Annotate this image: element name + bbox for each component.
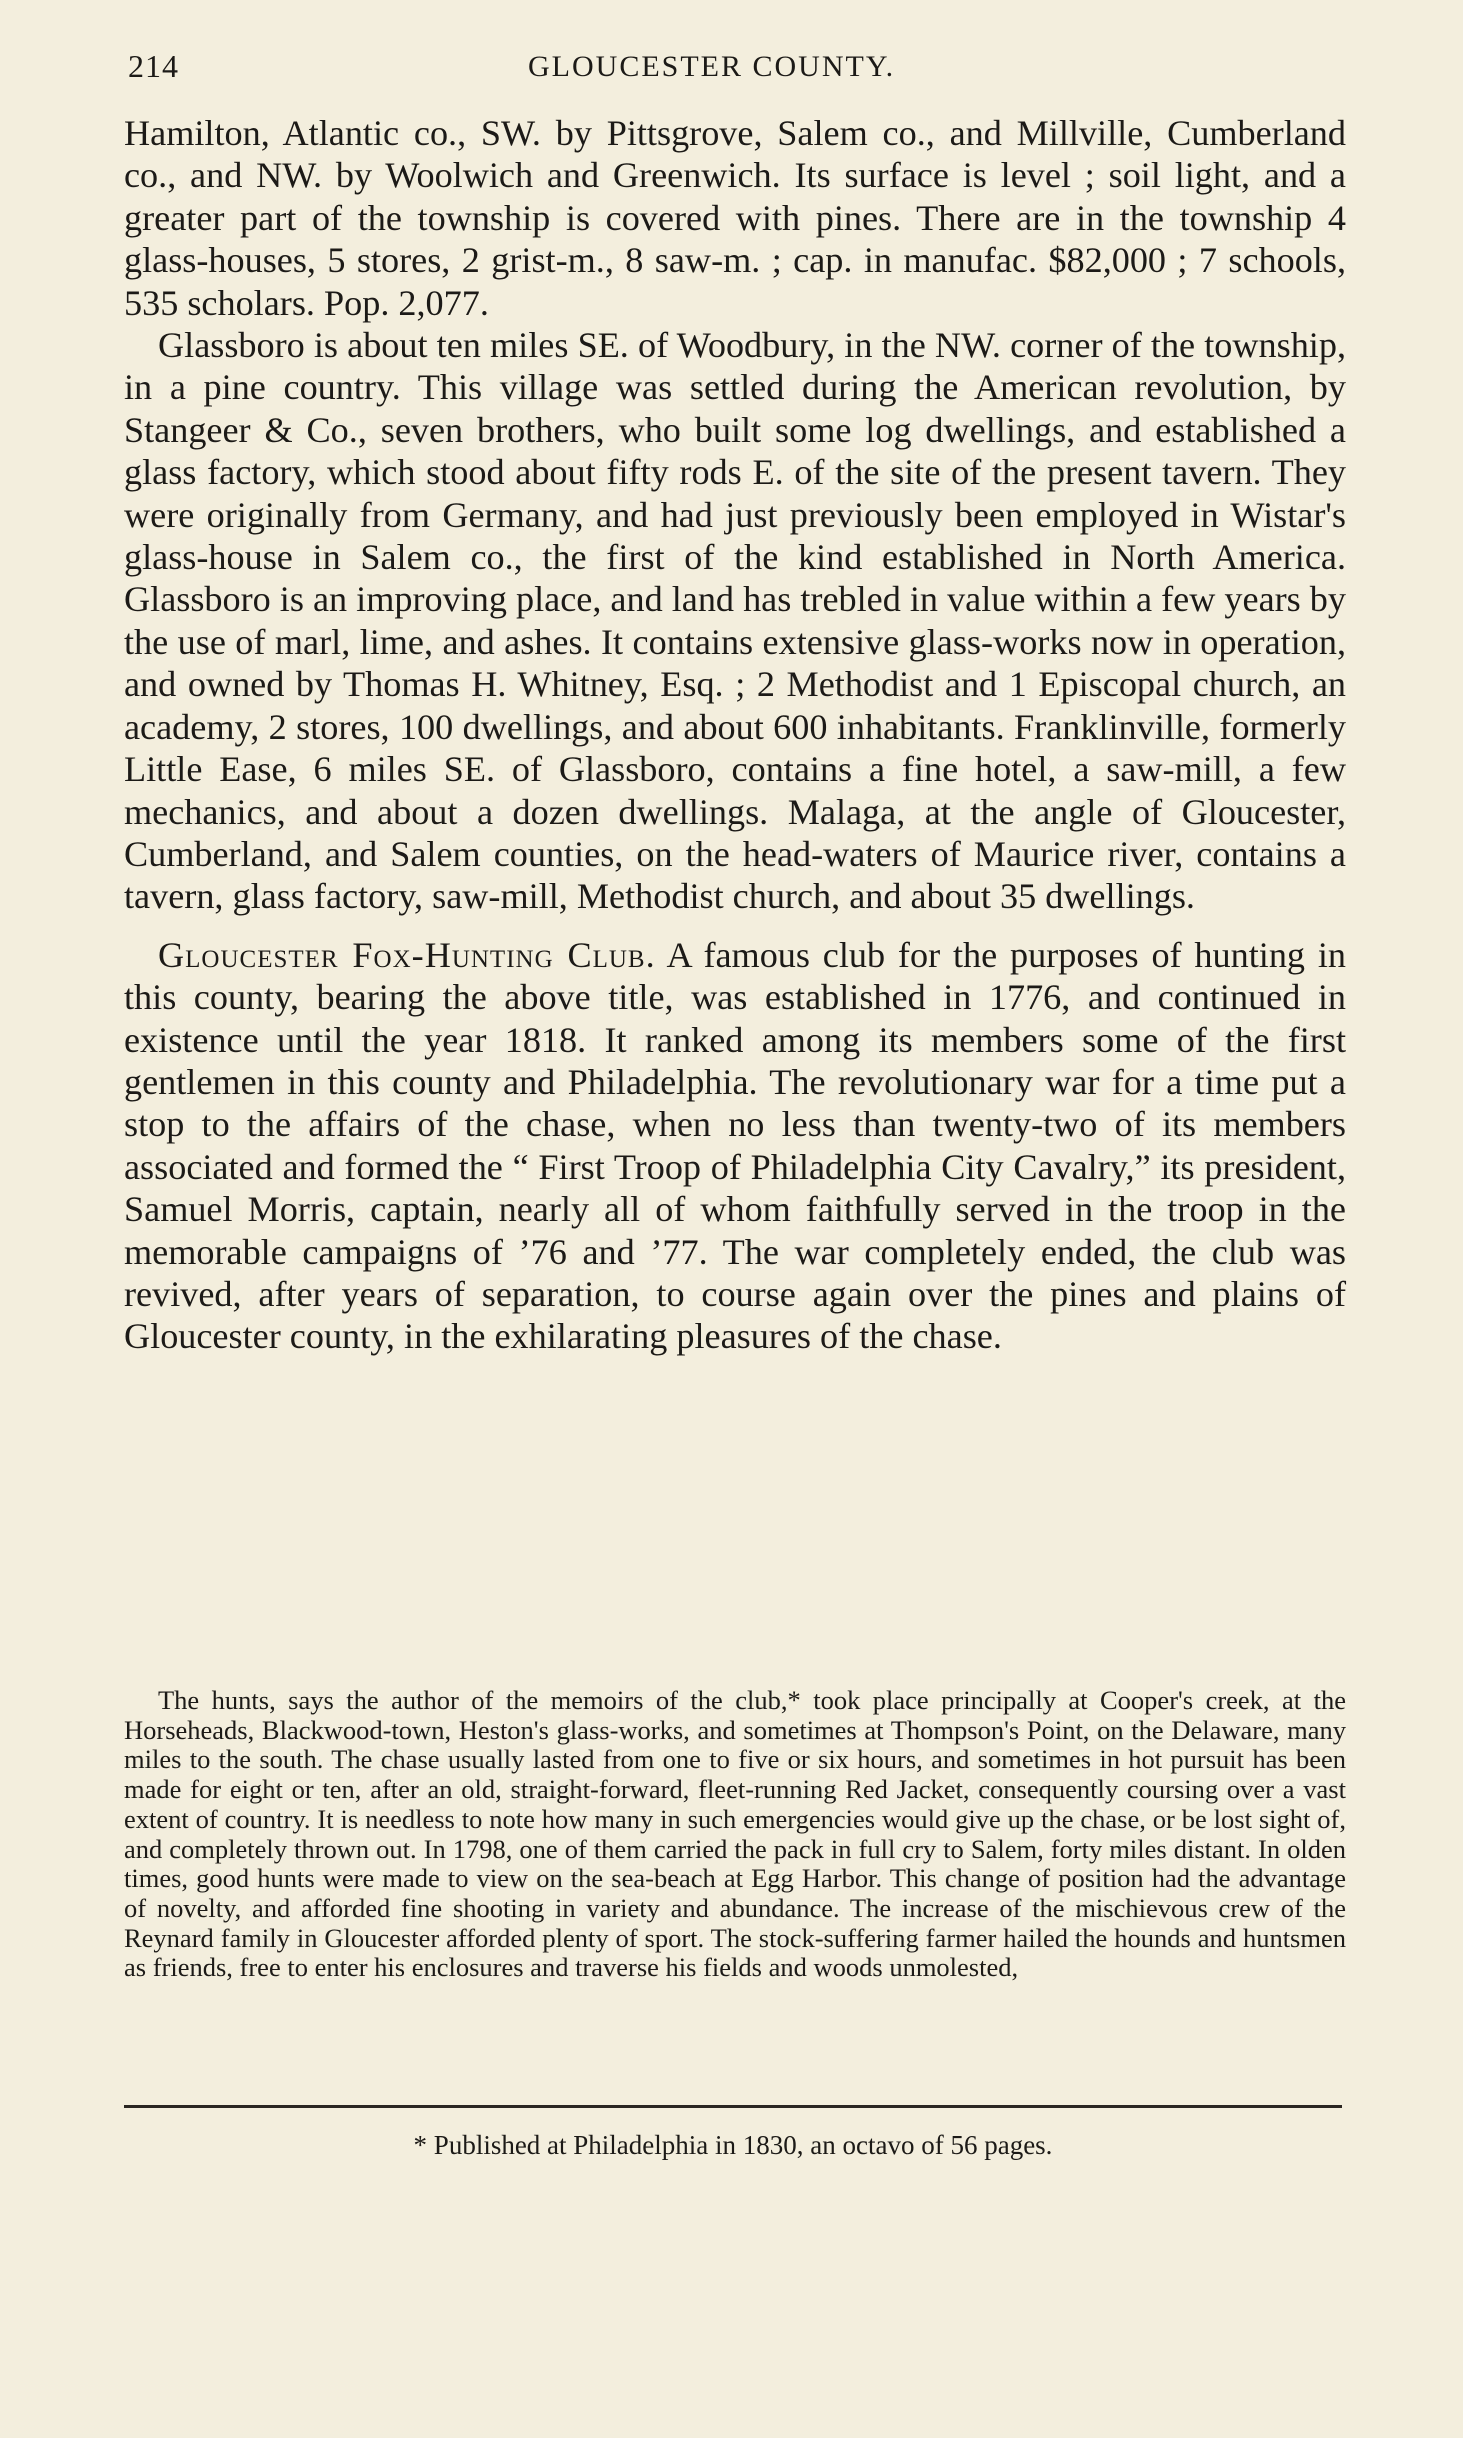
section-text: A famous club for the purposes of hunting in this county, bearing the above title, was established in 1776, and continued in existence until the year 1818. It ranked among its members some of the first gentlemen in this county and Philadelphia. The revolutionary war for a time put a stop to the affairs of the chase, when no less than twenty-two of its members associated and formed the “ First Troop of Philadelphia City Cavalry,” its president, Samuel Morris, captain, nearly all of whom faithfully served in the troop in the memorable campaigns of ’76 and ’77. The war completely ended, the club was revived, after years of separation, to course again over the pines and plains of Gloucester county, in the exhilarating pleasures of the chase.	[124, 934, 1346, 1357]
page-header	[128, 48, 1346, 88]
main-text	[124, 112, 1346, 1358]
paragraph-hamilton: Hamilton, Atlantic co., SW. by Pittsgrove, Salem co., and Millville, Cumberland co., and NW. by Woolwich and Greenwich. Its surface is level ; soil light, and a greater part of the township is covered with pines. There are in the township 4 glass-houses, 5 stores, 2 grist-m., 8 saw-m. ; cap. in manufac. $82,000 ; 7 schools, 535 scholars. Pop. 2,077.	[124, 113, 1346, 323]
paragraph-glassboro: Glassboro is about ten miles SE. of Woodbury, in the NW. corner of the township, in a pine country. This village was settled during the American revolution, by Stangeer & Co., seven brothers, who built some log dwellings, and established a glass factory, which stood about fifty rods E. of the site of the present tavern. They were originally from Germany, and had just previously been employed in Wistar's glass-house in Salem co., the first of the kind established in North America. Glassboro is an improving place, and land has trebled in value within a few years by the use of marl, lime, and ashes. It contains extensive glass-works now in operation, and owned by Thomas H. Whitney, Esq. ; 2 Methodist and 1 Episcopal church, an academy, 2 stores, 100 dwellings, and about 600 inhabitants. Franklinville, formerly Little Ease, 6 miles SE. of Glassboro, contains a fine hotel, a saw-mill, a few mechanics, and about a dozen dwellings. Malaga, at the angle of Gloucester, Cumberland, and Salem counties, on the head-waters of Maurice river, contains a tavern, glass factory, saw-mill, Methodist church, and about 35 dwellings.	[124, 325, 1346, 917]
section-heading: Gloucester Fox-Hunting Club.	[158, 934, 656, 975]
footnote: * Published at Philadelphia in 1830, an octavo of 56 pages.	[413, 2130, 1053, 2160]
page-number: 214	[128, 48, 179, 84]
running-head: GLOUCESTER COUNTY.	[528, 50, 896, 83]
footnote-divider	[124, 2105, 1342, 2108]
paragraph-fox-hunting-club	[124, 934, 1346, 1358]
paragraph-hunts: The hunts, says the author of the memoirs of the club,* took place principally at Cooper's creek, at the Horseheads, Blackwood-town, Heston's glass-works, and sometimes at Thompson's Point, on the Delaware, many miles to the south. The chase usually lasted from one to five or six hours, and sometimes in hot pursuit has been made for eight or ten, after an old, straight-forward, fleet-running Red Jacket, consequently coursing over a vast extent of country. It is needless to note how many in such emergencies would give up the chase, or be lost sight of, and completely thrown out. In 1798, one of them carried the pack in full cry to Salem, forty miles distant. In olden times, good hunts were made to view on the sea-beach at Egg Harbor. This change of position had the advantage of novelty, and afforded fine shooting in variety and abundance. The increase of the mischievous crew of the Reynard family in Gloucester afforded plenty of sport. The stock-suffering farmer hailed the hounds and huntsmen as friends, free to enter his enclosures and traverse his fields and woods unmolested,	[124, 1685, 1346, 1983]
small-print-text	[124, 1686, 1346, 1983]
